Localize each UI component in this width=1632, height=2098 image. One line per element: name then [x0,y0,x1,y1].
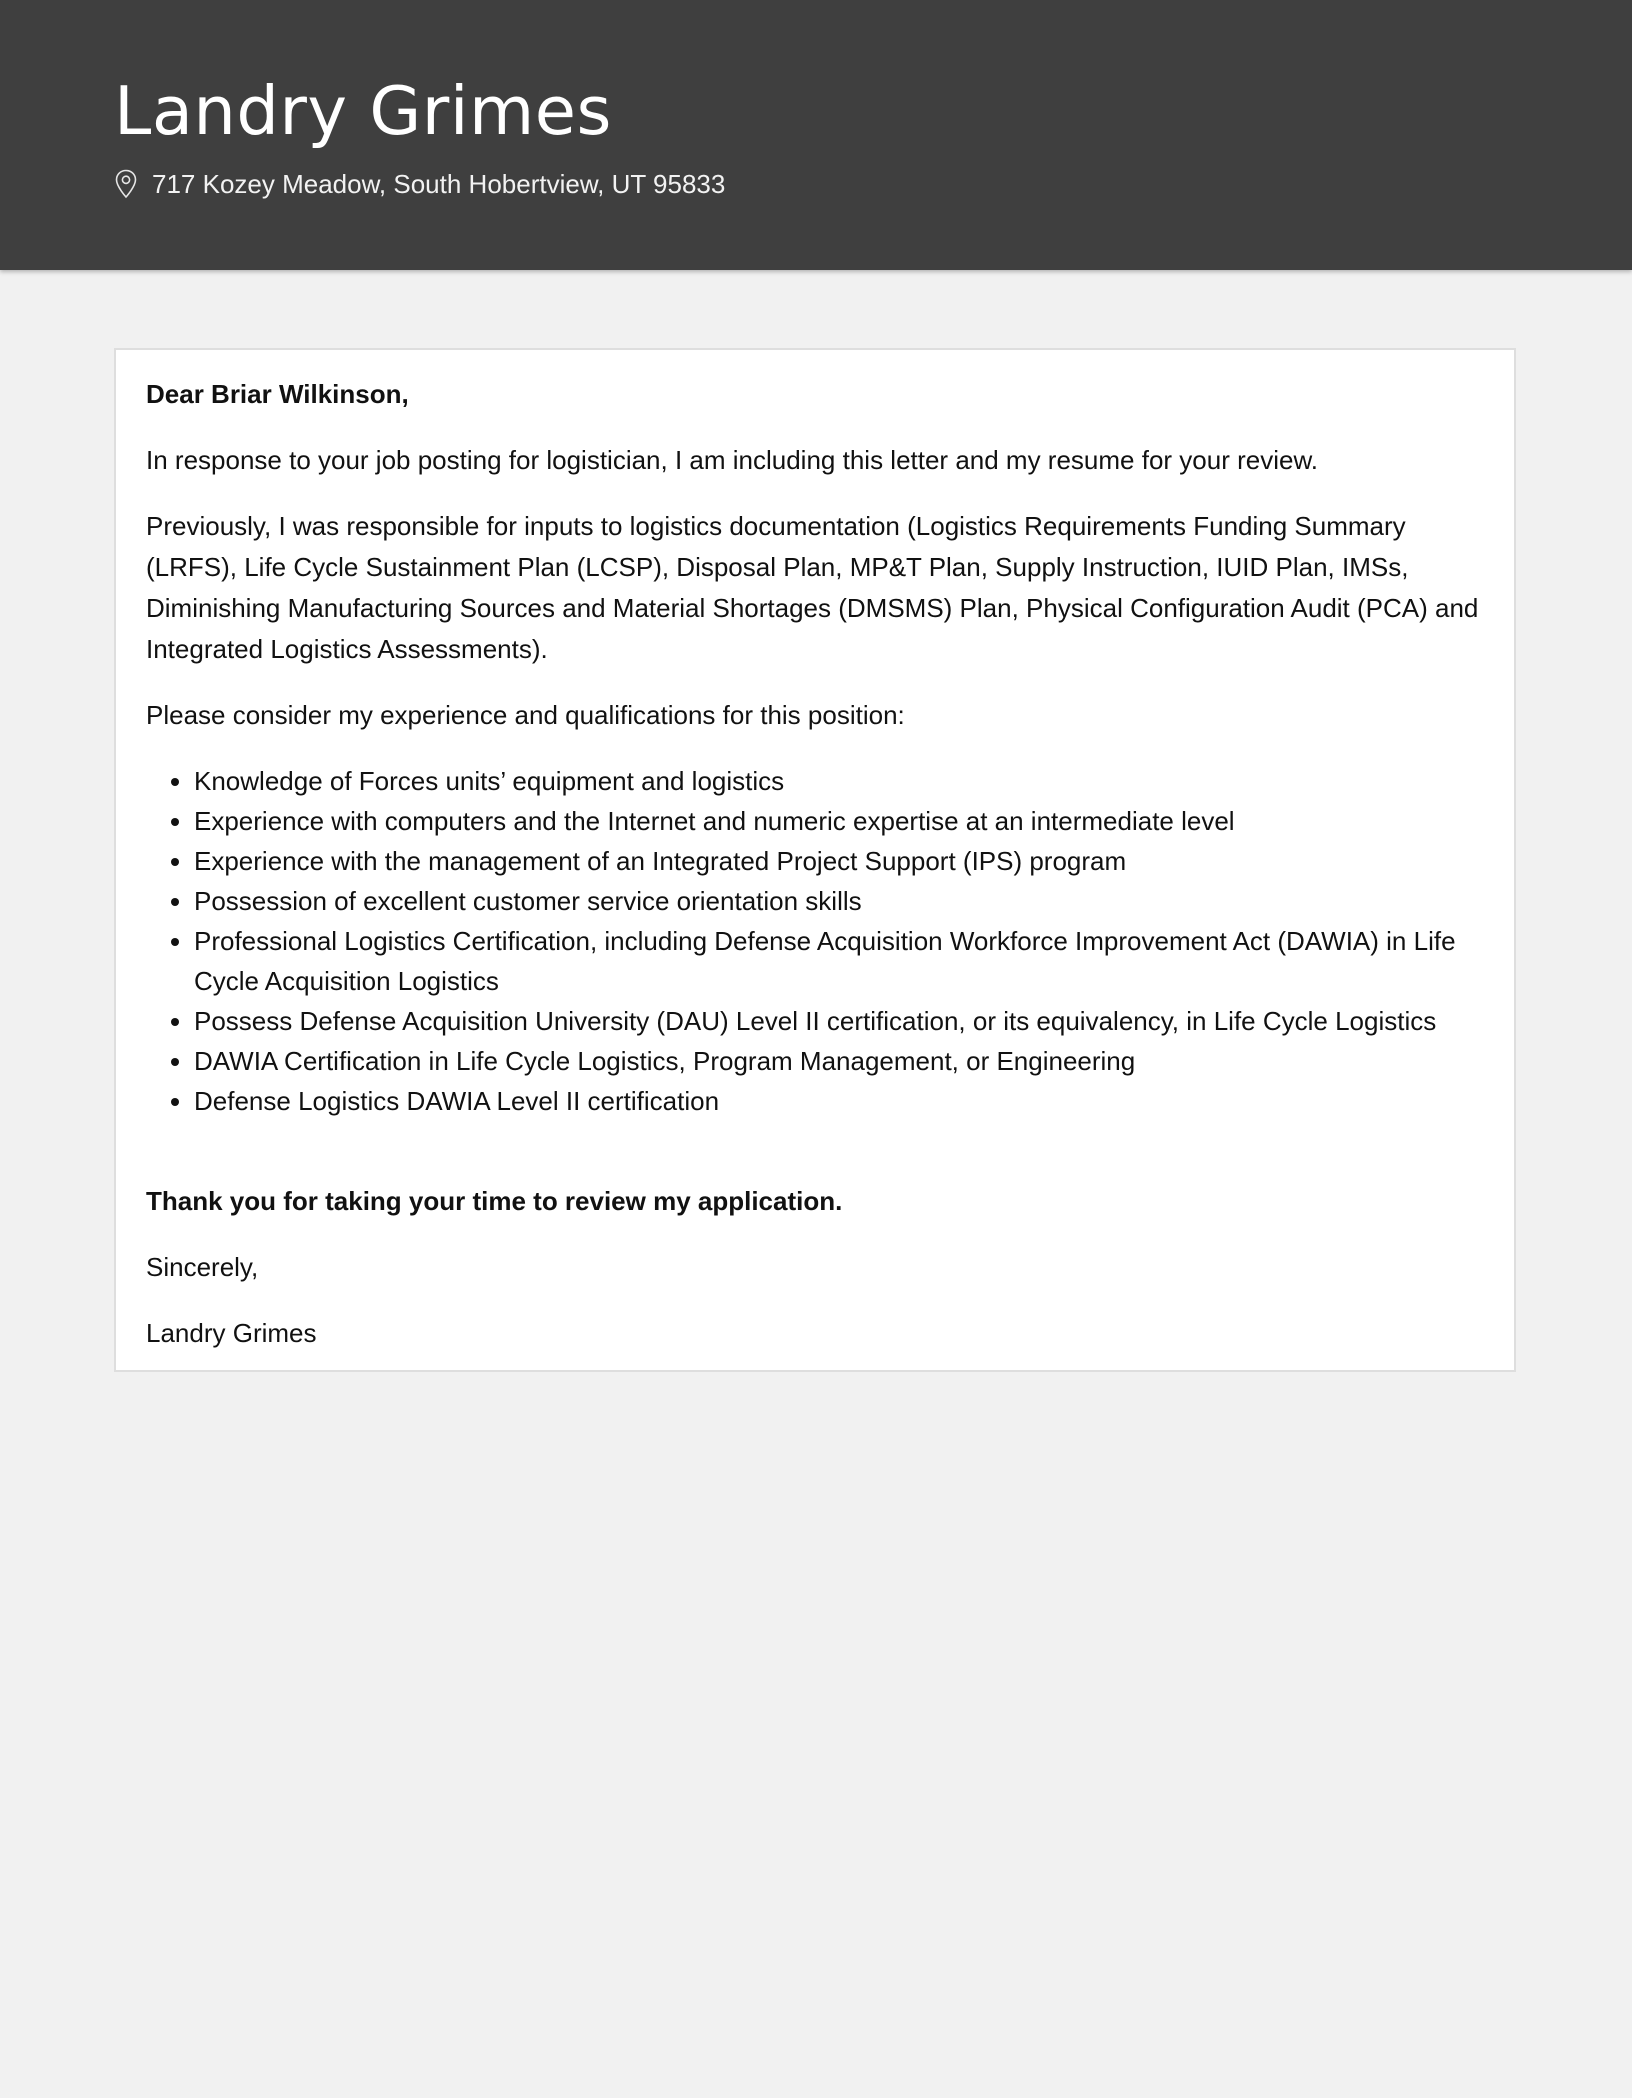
list-item: • Defense Logistics DAWIA Level II certification [194,1081,1484,1121]
applicant-name: Landry Grimes [114,72,612,150]
page-header [0,0,1632,270]
qualifications-intro: Please consider my experience and qualifications for this position: [146,700,905,730]
list-item: • DAWIA Certification in Life Cycle Logistics, Program Management, or Engineering [194,1041,1484,1081]
list-item: • Possess Defense Acquisition University (DAU) Level II certification, or its equivalency, in Life Cycle Logistics [194,1001,1484,1041]
signature: Landry Grimes [146,1318,317,1348]
cover-letter-card [114,348,1516,1372]
address-text: 717 Kozey Meadow, South Hobertview, UT 95833 [152,169,726,199]
list-item: • Possession of excellent customer service orientation skills [194,881,1484,921]
map-pin-icon [114,169,138,199]
closing: Sincerely, [146,1252,259,1282]
address-row [114,166,725,202]
list-item: • Experience with the management of an Integrated Project Support (IPS) program [194,841,1484,881]
experience-paragraph: Previously, I was responsible for inputs to logistics documentation (Logistics Requirements Funding Summary (LRFS), Life Cycle Sustainment Plan (LCSP), Disposal Plan, MP&T Plan, Supply Instruction, IUID Plan, IMSs, Diminishing Manufacturing Sources and Material Shortages (DMSMS) Plan, Physical Configuration Audit (PCA) and Integrated Logistics Assessments). [146,511,1479,664]
intro-paragraph: In response to your job posting for logistician, I am including this letter and my resume for your review. [146,445,1319,475]
thank-you-line: Thank you for taking your time to review my application. [146,1186,843,1216]
list-item: • Professional Logistics Certification, including Defense Acquisition Workforce Improvement Act (DAWIA) in Life Cycle Acquisition Logistics [194,921,1484,1001]
qualifications-list [146,761,1484,1121]
list-item: • Knowledge of Forces units’ equipment and logistics [194,761,1484,801]
list-item: • Experience with computers and the Internet and numeric expertise at an intermediate level [194,801,1484,841]
salutation: Dear Briar Wilkinson, [146,379,409,409]
